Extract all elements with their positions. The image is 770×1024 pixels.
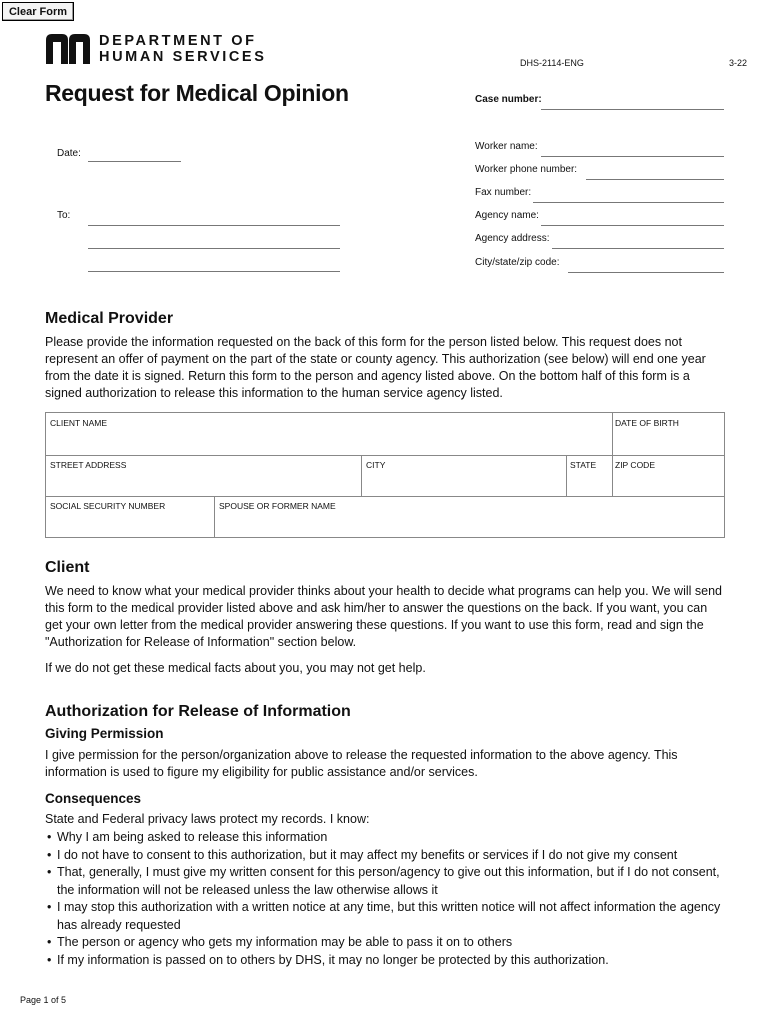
worker-phone-label: Worker phone number:	[475, 164, 578, 175]
consequences-heading: Consequences	[45, 791, 142, 806]
city-label: CITY	[366, 460, 386, 470]
street-address-label: STREET ADDRESS	[50, 460, 127, 470]
zip-code-label: ZIP CODE	[615, 460, 655, 470]
medical-provider-text: Please provide the information requested on the back of this form for the person listed below. This request does not represent an offer of payment on the part of the state or county agency. This authorization (see below) will end one year from the date it is signed. Return this form to the person and agency listed above. On the bottom half of this form is a signed authorization to release this information to the human service agency listed.	[45, 335, 706, 400]
fax-field[interactable]	[533, 202, 724, 203]
date-field[interactable]	[88, 161, 181, 162]
worker-phone-field[interactable]	[586, 179, 724, 180]
agency-name-field[interactable]	[541, 225, 724, 226]
date-label: Date:	[57, 148, 81, 159]
worker-name-field[interactable]	[541, 156, 724, 157]
agency-address-field[interactable]	[552, 248, 724, 249]
to-label: To:	[57, 210, 71, 221]
client-info-table	[45, 412, 725, 538]
medical-provider-heading: Medical Provider	[45, 310, 174, 327]
page-number: Page 1 of 5	[20, 995, 67, 1005]
authorization-heading: Authorization for Release of Information	[45, 703, 351, 720]
giving-permission-text: I give permission for the person/organization above to release the requested information to the above agency. This information is used to figure my eligibility for public assistance and/or services.	[45, 748, 678, 779]
case-number-field[interactable]	[541, 109, 724, 110]
ssn-label: SOCIAL SECURITY NUMBER	[50, 501, 166, 511]
list-item: • The person or agency who gets my information may be able to pass it on to others	[45, 934, 730, 952]
case-number-label: Case number:	[475, 94, 542, 105]
agency-address-label: Agency address:	[475, 233, 550, 244]
agency-name-label: Agency name:	[475, 210, 539, 221]
to-field-line-2[interactable]	[88, 248, 340, 249]
worker-name-label: Worker name:	[475, 141, 538, 152]
list-item: • That, generally, I must give my written consent for this person/agency to give out this information, but if I do not consent, the information will not be released unless the law otherwise allows it	[45, 864, 730, 899]
client-warning-text: If we do not get these medical facts about you, you may not get help.	[45, 661, 426, 675]
list-item: • If my information is passed on to others by DHS, it may no longer be protected by this authorization.	[45, 952, 730, 970]
city-state-zip-field[interactable]	[568, 272, 724, 273]
dob-label: DATE OF BIRTH	[615, 418, 679, 428]
spouse-name-label: SPOUSE OR FORMER NAME	[219, 501, 336, 511]
to-field-line-1[interactable]	[88, 225, 340, 226]
consequences-intro: State and Federal privacy laws protect my records. I know:	[45, 812, 370, 826]
list-item: • Why I am being asked to release this information	[45, 829, 730, 847]
state-label: STATE	[570, 460, 597, 470]
form-code: DHS-2114-ENG	[520, 58, 584, 68]
fax-label: Fax number:	[475, 187, 532, 198]
client-heading: Client	[45, 559, 90, 576]
clear-form-button[interactable]: Clear Form	[2, 2, 74, 21]
list-item: • I do not have to consent to this authorization, but it may affect my benefits or services if I do not give my consent	[45, 847, 730, 865]
mn-logo-icon	[46, 34, 90, 64]
department-name: DEPARTMENT OF HUMAN SERVICES	[99, 33, 267, 65]
client-name-label: CLIENT NAME	[50, 418, 107, 428]
revision-date: 3-22	[729, 58, 748, 68]
client-text: We need to know what your medical provider thinks about your health to decide what programs can help you. We will send this form to the medical provider listed above and ask him/her to answer the questions on the back. If you want, you can get your own letter from the medical provider answering these questions. If you want to use this form, read and sign the "Authorization for Release of Information" section below.	[45, 584, 722, 649]
city-state-zip-label: City/state/zip code:	[475, 257, 560, 268]
page-title: Request for Medical Opinion	[45, 80, 349, 106]
consequences-list	[45, 829, 730, 969]
giving-permission-heading: Giving Permission	[45, 726, 164, 741]
to-field-line-3[interactable]	[88, 271, 340, 272]
list-item: • I may stop this authorization with a written notice at any time, but this written notice will not affect information the agency has already requested	[45, 899, 730, 934]
